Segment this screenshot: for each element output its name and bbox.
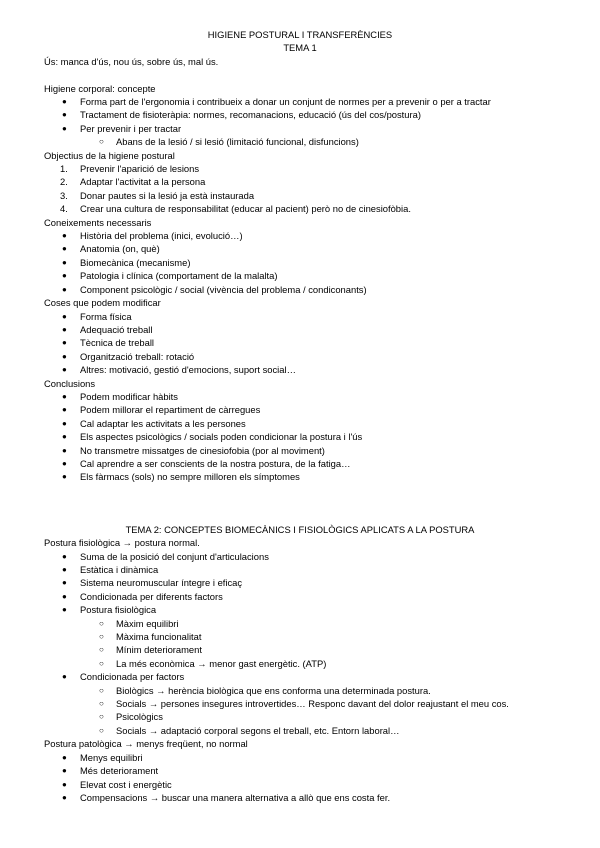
- list-item: ● Per prevenir i per tractar: [62, 122, 182, 134]
- numbered-item: 1. Prevenir l'aparició de lesions: [60, 163, 200, 175]
- bullet-icon: ●: [62, 591, 67, 601]
- conclusions-heading: Conclusions: [44, 377, 96, 389]
- numbered-item: 3. Donar pautes si la lesió ja està instaurada: [60, 189, 255, 201]
- bullet-icon: ●: [62, 551, 67, 561]
- bullet-icon: ●: [62, 365, 67, 375]
- bullet-icon: ●: [62, 97, 67, 107]
- bullet-icon: ●: [62, 284, 67, 294]
- higiene-heading: Higiene corporal: concepte: [44, 82, 156, 94]
- list-item: ● Podem modificar hàbits: [62, 390, 178, 402]
- sub-list-item: ○ Psicològics: [99, 711, 163, 723]
- bullet-icon: ●: [62, 391, 67, 401]
- intro-line: Ús: manca d'ús, nou ús, sobre ús, mal ús.: [44, 55, 219, 67]
- objectius-list: [0, 162, 600, 216]
- bullet-icon: ●: [62, 324, 67, 334]
- sub-list-item: ○ Socials → persones insegures introvertides… Responc davant del dolor reajustant el meu cos.: [99, 698, 509, 710]
- list-item: ● Cal aprendre a ser conscients de la nostra postura, de la fatiga…: [62, 457, 351, 469]
- list-item: ● Organització treball: rotació: [62, 350, 195, 362]
- list-item: ● Component psicològic / social (vivència del problema / condiconants): [62, 283, 367, 295]
- list-item: ● Història del problema (inici, evolució…): [62, 230, 243, 242]
- numbered-item: 4. Crear una cultura de responsabilitat (educar al pacient) però no de cinesiofòbia.: [60, 203, 411, 215]
- bullet-icon: ●: [62, 123, 67, 133]
- bullet-icon: ●: [62, 672, 67, 682]
- list-item: ● Biomecànica (mecanisme): [62, 256, 191, 268]
- list-item: ● Forma física: [62, 310, 132, 322]
- bullet-icon: ●: [62, 351, 67, 361]
- bullet-icon: ●: [62, 792, 67, 802]
- bullet-icon: ●: [62, 418, 67, 428]
- list-item: ● No transmetre missatges de cinesiofobia (por al moviment): [62, 444, 325, 456]
- list-item: ● Condicionada per diferents factors: [62, 590, 223, 602]
- list-item: ● Patologia i clínica (comportament de la malalta): [62, 270, 278, 282]
- bullet-icon: ●: [62, 432, 67, 442]
- circle-bullet-icon: ○: [99, 725, 104, 735]
- list-item: ● Condicionada per factors: [62, 671, 185, 683]
- circle-bullet-icon: ○: [99, 658, 104, 668]
- tema1-label: TEMA 1: [283, 42, 317, 54]
- fisio-list: [0, 550, 600, 738]
- coses-list: [0, 310, 600, 377]
- list-item: ● Cal adaptar les activitats a les persones: [62, 417, 246, 429]
- list-item: ● Sistema neuromuscular íntegre i eficaç: [62, 577, 243, 589]
- sub-list-item: ○ Socials → adaptació corporal segons el treball, etc. Entorn laboral…: [99, 724, 400, 736]
- sub-list-item: ○ La més econòmica → menor gast energètic. (ATP): [99, 657, 327, 669]
- circle-bullet-icon: ○: [99, 618, 104, 628]
- bullet-icon: ●: [62, 779, 67, 789]
- list-item: ● Adequació treball: [62, 323, 153, 335]
- list-item: ● Postura fisiològica: [62, 604, 157, 616]
- bullet-icon: ●: [62, 578, 67, 588]
- bullet-icon: ●: [62, 311, 67, 321]
- objectius-heading: Objectius de la higiene postural: [44, 149, 175, 161]
- postura-patologica-heading: Postura patològica → menys freqüent, no normal: [44, 738, 248, 750]
- list-item: ● Els fàrmacs (sols) no sempre milloren els símptomes: [62, 471, 300, 483]
- bullet-icon: ●: [62, 605, 67, 615]
- list-item: ● Menys equilibri: [62, 751, 143, 763]
- list-item: ● Compensacions → buscar una manera alternativa a allò que ens costa fer.: [62, 791, 391, 803]
- list-item: ● Els aspectes psicològics / socials poden condicionar la postura i l'ús: [62, 431, 363, 443]
- sub-list-item: ○ Màxim equilibri: [99, 617, 179, 629]
- bullet-icon: ●: [62, 231, 67, 241]
- numbered-item: 2. Adaptar l'activitat a la persona: [60, 176, 206, 188]
- sub-list-item: ○ Biològics → herència biològica que ens conforma una determinada postura.: [99, 684, 431, 696]
- document-title: HIGIENE POSTURAL I TRANSFERÈNCIES: [207, 29, 393, 40]
- conclusions-list: [0, 390, 600, 484]
- bullet-icon: ●: [62, 458, 67, 468]
- bullet-icon: ●: [62, 110, 67, 120]
- bullet-icon: ●: [62, 271, 67, 281]
- list-item: ● Elevat cost i energètic: [62, 778, 172, 790]
- bullet-icon: ●: [62, 257, 67, 267]
- circle-bullet-icon: ○: [99, 137, 104, 147]
- list-item: ● Anatomia (on, què): [62, 243, 160, 255]
- higiene-list: [0, 95, 600, 149]
- list-item: ● Tècnica de treball: [62, 337, 154, 349]
- document-page: [0, 28, 600, 804]
- circle-bullet-icon: ○: [99, 645, 104, 655]
- bullet-icon: ●: [62, 472, 67, 482]
- list-item: ● Suma de la posició del conjunt d'articulacions: [62, 550, 269, 562]
- sub-list-item: ○ Abans de la lesió / si lesió (limitació funcional, disfuncions): [99, 136, 359, 148]
- bullet-icon: ●: [62, 752, 67, 762]
- circle-bullet-icon: ○: [99, 685, 104, 695]
- coses-heading: Coses que podem modificar: [44, 297, 161, 309]
- list-item: ● Més deteriorament: [62, 765, 159, 777]
- circle-bullet-icon: ○: [99, 712, 104, 722]
- list-item: ● Tractament de fisioteràpia: normes, recomanacions, educació (ús del cos/postura): [62, 109, 421, 121]
- bullet-icon: ●: [62, 405, 67, 415]
- circle-bullet-icon: ○: [99, 632, 104, 642]
- postura-fisiologica-heading: Postura fisiològica → postura normal.: [44, 537, 200, 549]
- bullet-icon: ●: [62, 445, 67, 455]
- bullet-icon: ●: [62, 244, 67, 254]
- bullet-icon: ●: [62, 565, 67, 575]
- coneixements-heading: Coneixements necessaris: [44, 216, 152, 228]
- list-item: ● Altres: motivació, gestió d'emocions, suport social…: [62, 364, 296, 376]
- bullet-icon: ●: [62, 338, 67, 348]
- pato-list: [0, 751, 600, 805]
- sub-list-item: ○ Mínim deteriorament: [99, 644, 202, 656]
- list-item: ● Forma part de l'ergonomia i contribueix a donar un conjunt de normes per a prevenir o per a tractar: [62, 96, 491, 108]
- list-item: ● Estàtica i dinàmica: [62, 564, 159, 576]
- list-item: ● Podem millorar el repartiment de càrregues: [62, 404, 261, 416]
- bullet-icon: ●: [62, 766, 67, 776]
- tema2-title: TEMA 2: CONCEPTES BIOMECÀNICS I FISIOLÒGICS APLICATS A LA POSTURA: [125, 523, 475, 535]
- sub-list-item: ○ Màxima funcionalitat: [99, 631, 202, 643]
- coneixements-list: [0, 229, 600, 296]
- circle-bullet-icon: ○: [99, 699, 104, 709]
